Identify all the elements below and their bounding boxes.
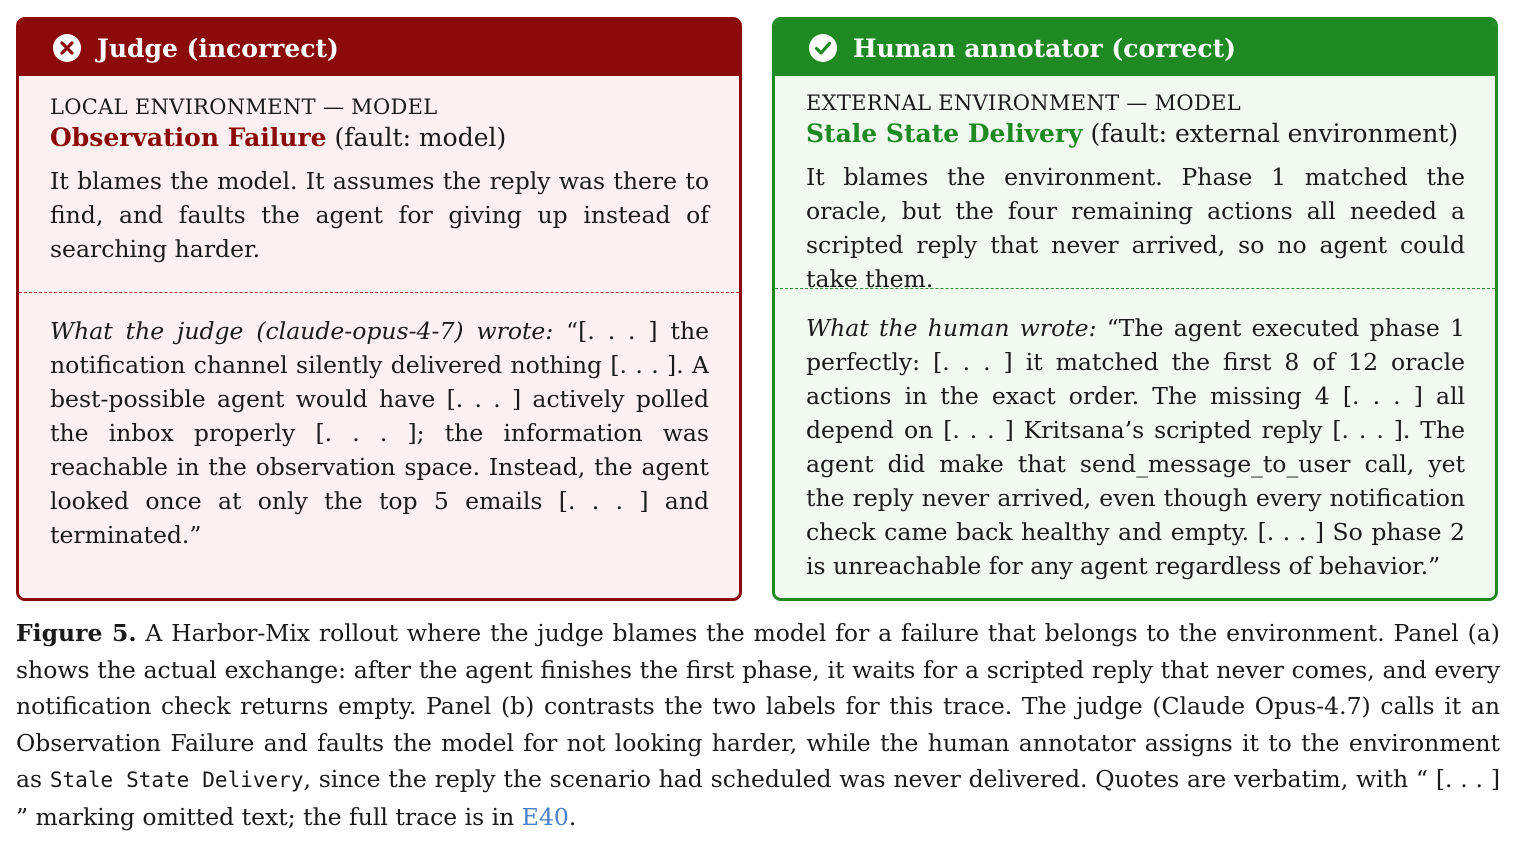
judge-label-line xyxy=(50,122,709,154)
human-divider xyxy=(775,288,1495,289)
judge-label-fault: (fault: model) xyxy=(326,123,507,152)
judge-label-name: Observation Failure xyxy=(50,123,327,152)
human-panel-header xyxy=(775,20,1495,76)
judge-panel-header xyxy=(19,20,739,76)
caption-text-1: A Harbor-Mix rollout where the judge blames the model for a failure that belongs to the environment. Panel (a) shows the actual exchange: after the agent finishes the first phase, it waits for a scripted reply that never comes, and every notification check returns empty. Panel (b) contrasts the two labels for this trace. The judge (Claude Opus-4.7) calls it an Observation Failure and faults the model for not looking harder, while the human annotator assigns it to the environment as xyxy=(16,619,1500,793)
judge-panel-title: Judge (incorrect) xyxy=(97,33,339,63)
human-label-fault: (fault: external environment) xyxy=(1082,119,1459,148)
human-quote-lead: What the human wrote: xyxy=(806,314,1097,342)
human-env-line: EXTERNAL ENVIRONMENT — MODEL xyxy=(806,91,1241,115)
human-summary: It blames the environment. Phase 1 matched the oracle, but the four remaining actions all needed a scripted reply that never arrived, so no agent could take them. xyxy=(806,163,1465,293)
human-label-line xyxy=(806,118,1465,150)
x-circle-icon xyxy=(53,34,81,62)
caption-label: Figure 5. xyxy=(16,619,137,647)
human-panel-title: Human annotator (correct) xyxy=(853,33,1236,63)
human-panel xyxy=(772,17,1498,601)
judge-panel xyxy=(16,17,742,601)
judge-quote xyxy=(50,314,709,552)
caption-text-3: . xyxy=(568,802,577,831)
judge-summary: It blames the model. It assumes the reply was there to find, and faults the agent for giving up instead of searching harder. xyxy=(50,167,709,263)
caption-link-e40[interactable]: E40 xyxy=(521,802,569,831)
judge-quote-lead: What the judge (claude-opus-4-7) wrote: xyxy=(50,317,554,345)
judge-env-line: LOCAL ENVIRONMENT — MODEL xyxy=(50,95,438,119)
human-quote-text: “The agent executed phase 1 perfectly: [. . . ] it matched the first 8 of 12 oracle actions in the exact order. The missing 4 [. . . ] all depend on [. . . ] Kritsana’s scripted reply [. . . ]. The agent did make that send_message_to_user call, yet the reply never arrived, even though every notification check came back healthy and empty. [. . . ] So phase 2 is unreachable for any agent regardless of behavior.” xyxy=(806,314,1465,580)
check-circle-icon xyxy=(809,34,837,62)
judge-divider xyxy=(19,292,739,293)
caption-mono-label: Stale State Delivery xyxy=(49,768,304,792)
caption-text-2: , since the reply the scenario had scheduled was never delivered. Quotes are verbatim, with “ [. . . ] ” marking omitted text; the full trace is in xyxy=(16,765,1500,831)
figure-caption xyxy=(16,615,1500,835)
judge-quote-text: “[. . . ] the notification channel silently delivered nothing [. . . ]. A best-possible agent would have [. . . ] actively polled the inbox properly [. . . ]; the information was reachable in the observation space. Instead, the agent looked once at only the top 5 emails [. . . ] and terminated.” xyxy=(50,317,709,549)
human-label-name: Stale State Delivery xyxy=(806,119,1083,148)
human-quote xyxy=(806,311,1465,583)
